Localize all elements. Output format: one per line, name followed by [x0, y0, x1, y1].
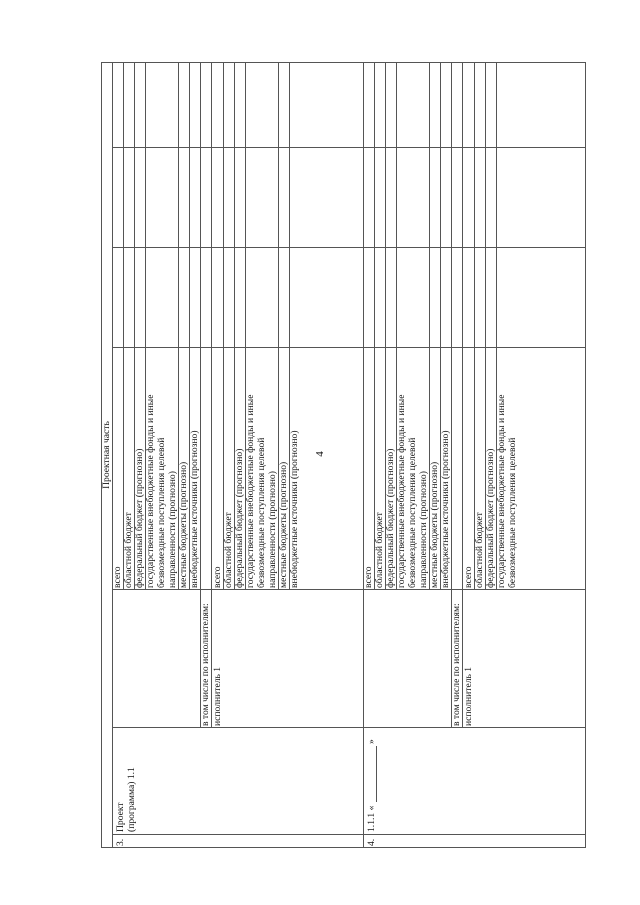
row3-line: [223, 63, 224, 590]
col-value-divider-1: [112, 247, 585, 248]
row4-exec-source-4: безвозмездные поступления целевой: [507, 437, 518, 588]
row4-exec-source-0: всего: [463, 566, 474, 588]
row3-exec-source-1: областной бюджет: [223, 512, 234, 588]
row3-source-6: местные бюджеты (прогнозно): [178, 461, 189, 588]
row4-executor: исполнитель 1: [463, 666, 474, 726]
row3-name-line1: Проект: [115, 802, 126, 832]
row4-name: 1.1.1 «: [366, 805, 377, 832]
row4-source-6: местные бюджеты (прогнозно): [429, 461, 440, 588]
row3-exec-source-2: федеральный бюджет (прогнозно): [234, 448, 245, 588]
section-title-divider: [112, 62, 113, 848]
row4-source-7: внебюджетные источники (прогнозно): [440, 430, 451, 588]
row3-name-line2: (программа) 1.1: [126, 767, 137, 832]
row4-name-blank: [376, 746, 377, 802]
row3-executor: исполнитель 1: [212, 666, 223, 726]
page-number: 4: [314, 451, 326, 457]
row4-name-close: »: [366, 739, 377, 744]
row3-source-4: безвозмездные поступления целевой: [156, 437, 167, 588]
row-divider: [363, 62, 364, 848]
row3-exec-source-5: направленности (прогнозно): [267, 471, 278, 588]
row3-source-1: областной бюджет: [123, 512, 134, 588]
col-executor-divider: [112, 589, 585, 590]
row3-source-2: федеральный бюджет (прогнозно): [134, 448, 145, 588]
row4-exec-source-3: государственные внебюджетные фонды и иные: [496, 394, 507, 588]
table-border-bottom: [585, 62, 586, 848]
row3-source-3: государственные внебюджетные фонды и иные: [145, 394, 156, 588]
row4-line: [374, 63, 375, 590]
row3-source-7: внебюджетные источники (прогнозно): [189, 430, 200, 588]
row3-exec-source-3: государственные внебюджетные фонды и иные: [245, 394, 256, 588]
row4-source-4: безвозмездные поступления целевой: [407, 437, 418, 588]
row4-performers-label: в том числе по исполнителям:: [451, 603, 462, 726]
row4-exec-source-2: федеральный бюджет (прогнозно): [485, 448, 496, 588]
row3-exec-source-6: местные бюджеты (прогнозно): [278, 461, 289, 588]
budget-table: [101, 62, 586, 848]
row3-number: 3.: [115, 838, 126, 846]
row4-line: [474, 63, 475, 590]
row3-source-5: направленности (прогнозно): [167, 471, 178, 588]
row3-source-0: всего: [112, 566, 123, 588]
row4-exec-source-1: областной бюджет: [474, 512, 485, 588]
row3-exec-source-0: всего: [212, 566, 223, 588]
row4-line: [462, 63, 463, 728]
row3-line: [211, 63, 212, 728]
row4-source-0: всего: [363, 566, 374, 588]
row3-line: [123, 63, 124, 590]
row4-source-1: областной бюджет: [374, 512, 385, 588]
row4-number: 4.: [366, 838, 377, 846]
row4-source-3: государственные внебюджетные фонды и иные: [396, 394, 407, 588]
table-border-left: [101, 847, 586, 848]
row3-exec-source-4: безвозмездные поступления целевой: [256, 437, 267, 588]
row3-exec-source-7: внебюджетные источники (прогнозно): [289, 430, 300, 588]
section-title: Проектная часть: [101, 421, 112, 489]
row4-source-2: федеральный бюджет (прогнозно): [385, 448, 396, 588]
col-source-divider: [112, 347, 585, 348]
row3-performers-label: в том числе по исполнителям:: [200, 603, 211, 726]
table-border-right: [101, 62, 586, 63]
col-name-divider: [112, 727, 585, 728]
col-num-divider: [112, 834, 585, 835]
row4-source-5: направленности (прогнозно): [418, 471, 429, 588]
col-value-divider-2: [112, 147, 585, 148]
